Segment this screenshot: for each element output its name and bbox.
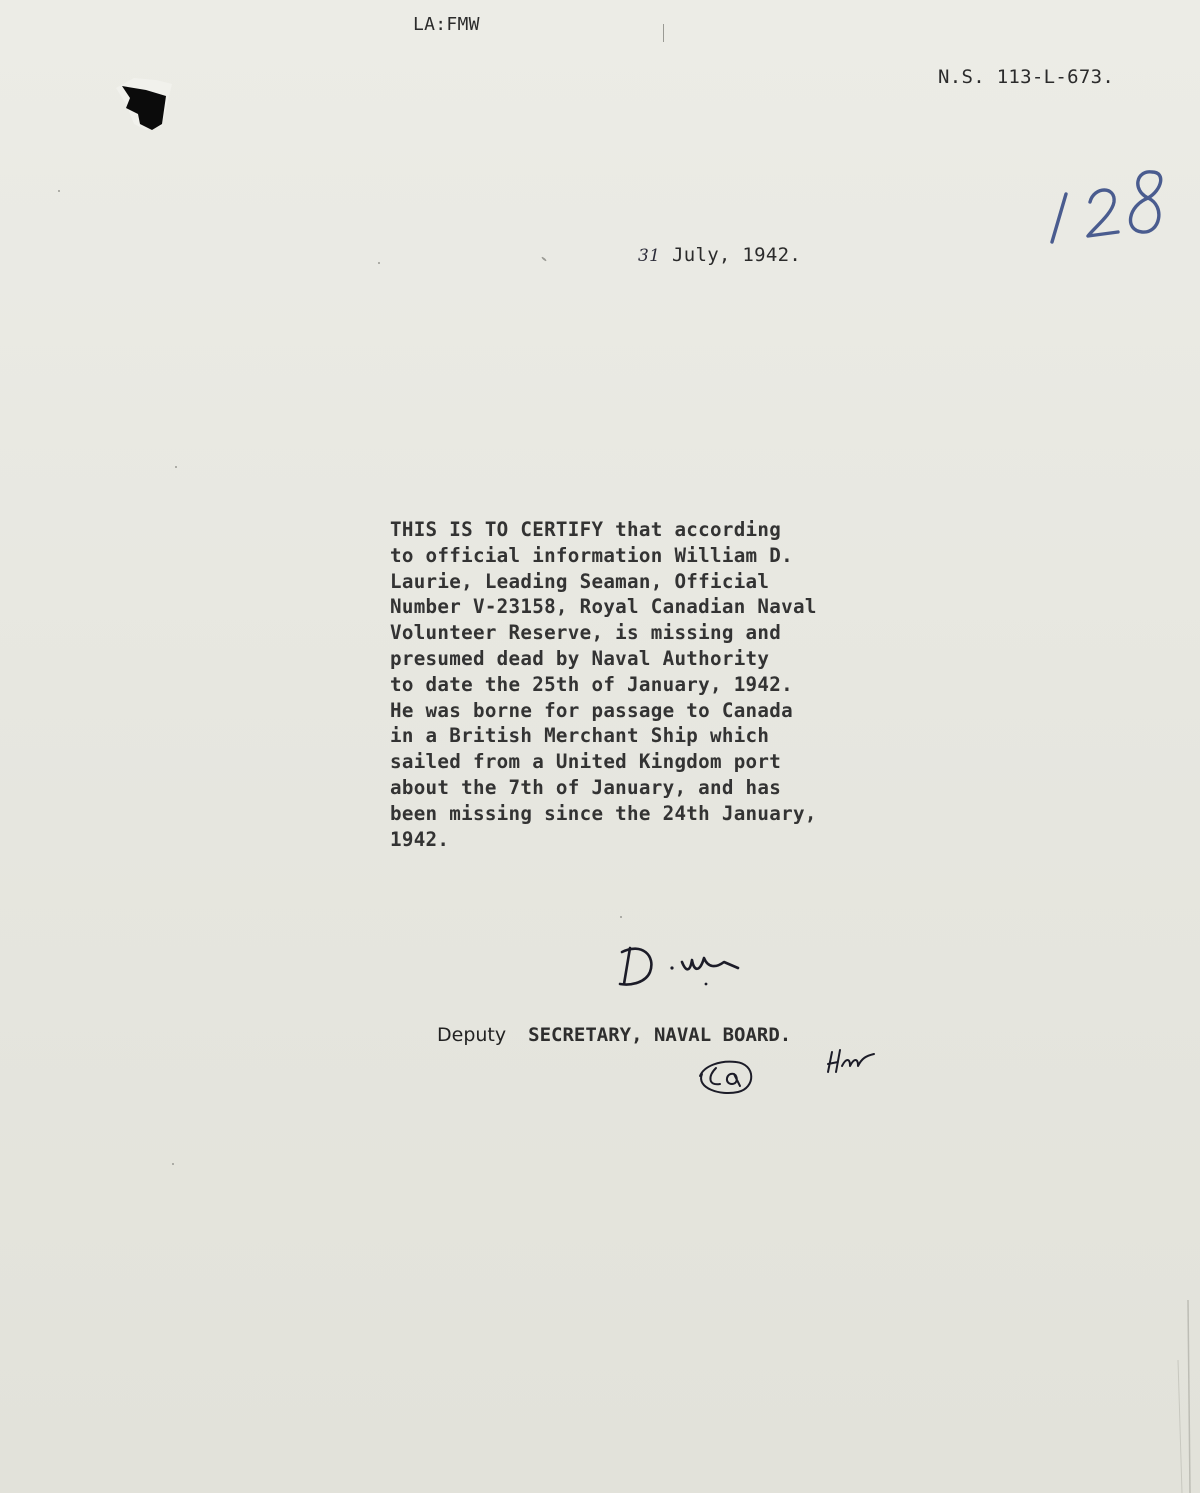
document-date bbox=[638, 244, 801, 266]
punch-hole-icon bbox=[112, 74, 184, 138]
body-line: THIS IS TO CERTIFY that according bbox=[390, 518, 782, 541]
paper-speck bbox=[541, 256, 547, 261]
body-line: about the 7th of January, and has bbox=[390, 775, 782, 799]
signer-prefix: Deputy bbox=[437, 1024, 507, 1046]
body-line: 1942. bbox=[390, 827, 450, 851]
paper-speck bbox=[175, 466, 177, 468]
body-line: in a British Merchant Ship which bbox=[390, 724, 770, 748]
paper-speck bbox=[58, 190, 60, 192]
file-reference-left: LA:FMW bbox=[413, 14, 480, 35]
body-line: been missing since the 24th January, bbox=[390, 801, 817, 825]
body-line: to official information William D. bbox=[390, 543, 793, 567]
date-typed: July, 1942. bbox=[660, 244, 802, 266]
paper-speck bbox=[620, 916, 622, 918]
body-line: Number V-23158, Royal Canadian Naval bbox=[390, 595, 817, 619]
paper-speck bbox=[378, 262, 380, 264]
paper-speck bbox=[663, 24, 664, 42]
signature bbox=[612, 938, 752, 998]
date-handwritten-day: 31 bbox=[638, 246, 661, 266]
body-line: Laurie, Leading Seaman, Official bbox=[390, 569, 770, 593]
initials-la bbox=[690, 1054, 760, 1098]
paper-edge bbox=[1160, 1300, 1200, 1493]
initials-hh bbox=[820, 1036, 880, 1080]
certificate-body bbox=[390, 517, 817, 852]
body-line: Volunteer Reserve, is missing and bbox=[390, 621, 782, 645]
body-line: presumed dead by Naval Authority bbox=[390, 646, 770, 670]
body-line: sailed from a United Kingdom port bbox=[390, 750, 782, 774]
file-reference-right: N.S. 113-L-673. bbox=[938, 66, 1115, 88]
signer-title: SECRETARY, NAVAL BOARD. bbox=[528, 1024, 792, 1046]
signer-line bbox=[437, 1024, 791, 1046]
body-line: He was borne for passage to Canada bbox=[390, 698, 793, 722]
handwritten-number bbox=[1040, 150, 1180, 250]
paper-speck bbox=[172, 1163, 174, 1165]
body-line: to date the 25th of January, 1942. bbox=[390, 672, 793, 696]
